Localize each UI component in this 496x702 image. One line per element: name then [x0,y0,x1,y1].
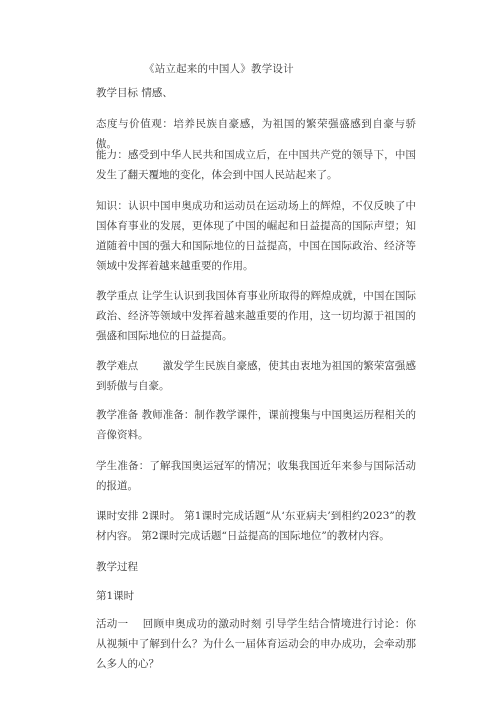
paragraph-schedule: 课时安排 2课时。 第1课时完成话题“从‘东亚病夫’到相约2023”的教材内容。 第2课时完成话题“日益提高的国际地位”的教材内容。 [96,510,416,542]
paragraph-teaching-goals: 教学目标 情感、 [96,87,173,99]
paragraph-student-prep: 学生准备：了解我国奥运冠军的情况；收集我国近年来参与国际活动的报道。 [96,460,416,492]
paragraph-key-points: 教学重点 让学生认识到我国体育事业所取得的辉煌成就，中国在国际政治、经济等领域中发挥着越来越重要的作用，这一切均源于祖国的强盛和国际地位的日益提高。 [96,290,416,342]
paragraph-attitude-values: 态度与价值观：培养民族自豪感，为祖国的繁荣强盛感到自豪与骄傲。 [96,118,416,150]
document-title: 《站立起来的中国人》教学设计 [144,63,294,75]
paragraph-ability: 能力：感受到中华人民共和国成立后，在中国共产党的领导下，中国发生了翻天覆地的变化，体会到中国人民站起来了。 [96,149,416,181]
paragraph-teacher-prep: 教学准备 教师准备：制作教学课件，课前搜集与中国奥运历程相关的音像资料。 [96,409,416,441]
paragraph-knowledge: 知识：认识中国申奥成功和运动员在运动场上的辉煌，不仅反映了中国体育事业的发展，更体现了中国的崛起和日益提高的国际声望；知道随着中国的强大和国际地位的日益提高，中国在国际政治、经济等领域中发挥着越来越重要的作用。 [96,200,416,272]
paragraph-lesson-one: 第1课时 [96,590,135,602]
paragraph-difficulties: 教学难点 激发学生民族自豪感，使其由衷地为祖国的繁荣富强感到骄傲与自豪。 [96,360,416,392]
paragraph-process-heading: 教学过程 [96,561,138,573]
paragraph-activity-one: 活动一 回顾申奥成功的激动时刻 引导学生结合情境进行讨论：你从视频中了解到什么？为什么一届体育运动会的申办成功，会牵动那么多人的心？ [96,618,416,670]
